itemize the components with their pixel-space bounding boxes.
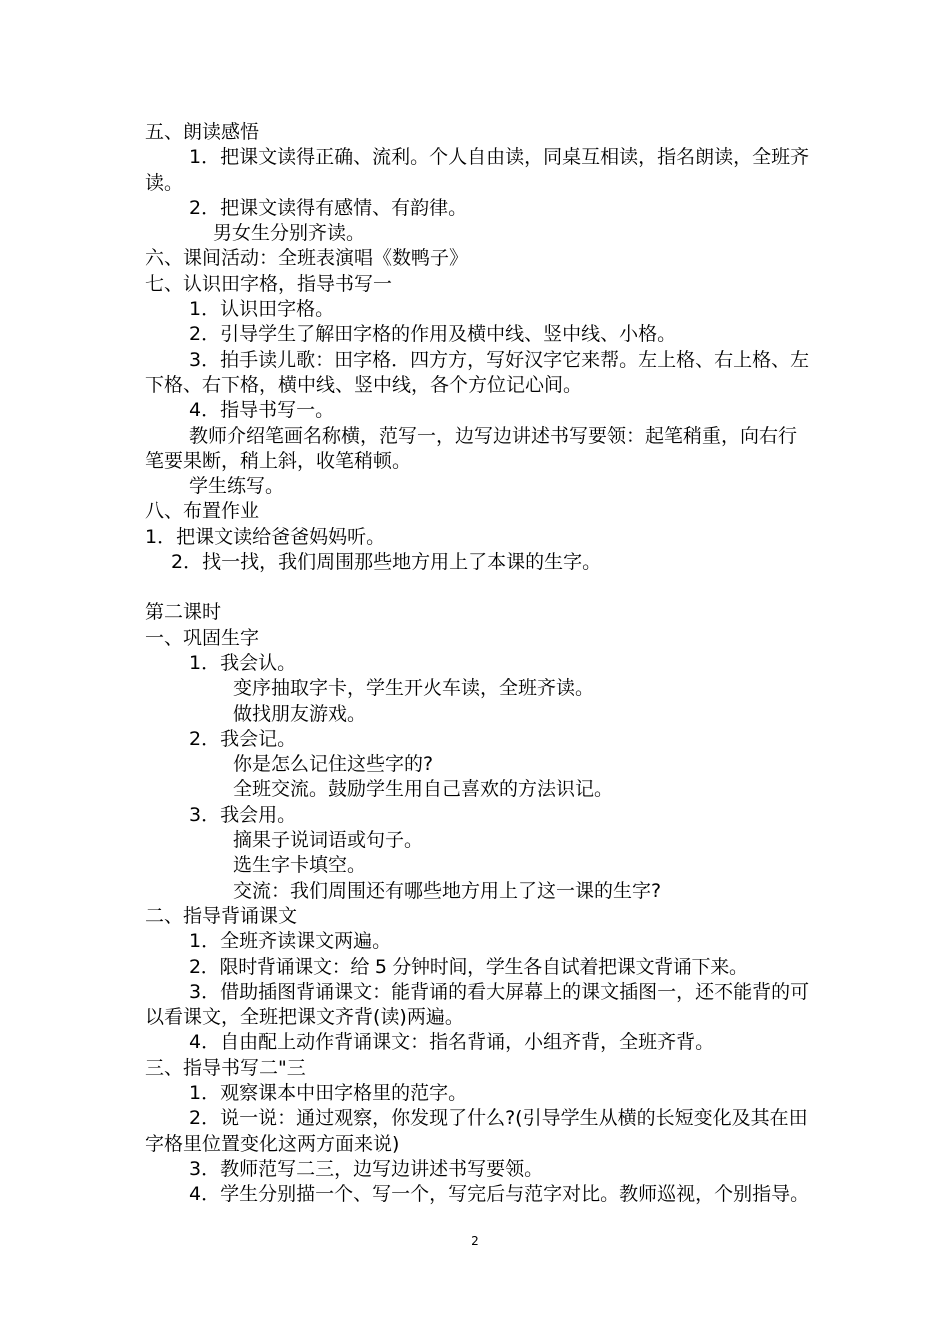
paragraph: 1．我会认。 <box>189 651 297 674</box>
section-heading-3: 三、指导书写二"三 <box>145 1056 306 1079</box>
paragraph: 摘果子说词语或句子。 <box>233 829 424 852</box>
paragraph: 交流：我们周围还有哪些地方用上了这一课的生字? <box>233 879 662 902</box>
paragraph: 变序抽取字卡，学生开火车读，全班齐读。 <box>233 677 595 700</box>
paragraph-text: 3．拍手读儿歌：田字格．四方方，写好汉字它来帮。左上格、右上格、左下格、右下格，横中线、竖中线，各个方位记心间。 <box>145 348 810 396</box>
section-heading-2: 二、指导背诵课文 <box>145 904 298 927</box>
paragraph: 2．找一找，我们周围那些地方用上了本课的生字。 <box>171 551 602 574</box>
paragraph: 4．自由配上动作背诵课文：指名背诵，小组齐背，全班齐背。 <box>189 1031 715 1054</box>
paragraph: 男女生分别齐读。 <box>213 222 366 245</box>
paragraph: 2．限时背诵课文：给 5 分钟时间，学生各自试着把课文背诵下来。 <box>189 955 748 978</box>
paragraph: 选生字卡填空。 <box>233 854 367 877</box>
paragraph: 3．教师范写二三，边写边讲述书写要领。 <box>189 1157 544 1180</box>
paragraph <box>145 348 810 399</box>
paragraph: 1．认识田字格。 <box>189 298 335 321</box>
paragraph: 做找朋友游戏。 <box>233 702 367 725</box>
paragraph: 3．我会用。 <box>189 803 297 826</box>
blank-line <box>145 575 810 600</box>
paragraph <box>145 1182 810 1207</box>
paragraph <box>145 424 810 475</box>
paragraph <box>145 1106 810 1157</box>
paragraph <box>145 980 810 1031</box>
paragraph <box>145 145 810 196</box>
paragraph: 全班交流。鼓励学生用自己喜欢的方法识记。 <box>233 778 614 801</box>
paragraph: 2．引导学生了解田字格的作用及横中线、竖中线、小格。 <box>189 323 677 346</box>
page-number: 2 <box>471 1234 479 1248</box>
paragraph: 你是怎么记住这些字的? <box>233 753 434 776</box>
paragraph-text: 2．说一说：通过观察，你发现了什么?(引导学生从横的长短变化及其在田字格里位置变化这两方面来说) <box>145 1107 808 1155</box>
section-heading-5: 五、朗读感悟 <box>145 121 260 143</box>
paragraph: 2．我会记。 <box>189 727 297 750</box>
paragraph-text: 1．把课文读得正确、流利。个人自由读，同桌互相读，指名朗读，全班齐读。 <box>145 146 810 194</box>
lesson-title: 第二课时 <box>145 601 222 624</box>
paragraph: 1．全班齐读课文两遍。 <box>189 930 392 953</box>
paragraph: 学生练写。 <box>189 475 285 498</box>
document-body <box>145 120 810 1207</box>
paragraph-text: 教师介绍笔画名称横，范写一，边写边讲述书写要领：起笔稍重，向右行笔要果断，稍上斜，收笔稍顿。 <box>145 424 798 472</box>
paragraph: 2．把课文读得有感情、有韵律。 <box>189 196 468 219</box>
section-heading-1: 一、巩固生字 <box>145 626 260 649</box>
section-heading-6: 六、课间活动：全班表演唱《数鸭子》 <box>145 247 469 270</box>
paragraph: 4．指导书写一。 <box>189 399 335 422</box>
paragraph-text: 4．学生分别描一个、写一个，写完后与范字对比。教师巡视，个别指导。 <box>189 1183 810 1206</box>
paragraph: 1．观察课本中田字格里的范字。 <box>189 1081 468 1104</box>
section-heading-7: 七、认识田字格，指导书写一 <box>145 272 393 295</box>
paragraph-text: 3．借助插图背诵课文：能背诵的看大屏幕上的课文插图一，还不能背的可以看课文，全班把课文齐背(读)两遍。 <box>145 980 810 1029</box>
paragraph: 1．把课文读给爸爸妈妈听。 <box>145 525 386 548</box>
section-heading-8: 八、布置作业 <box>145 500 260 523</box>
